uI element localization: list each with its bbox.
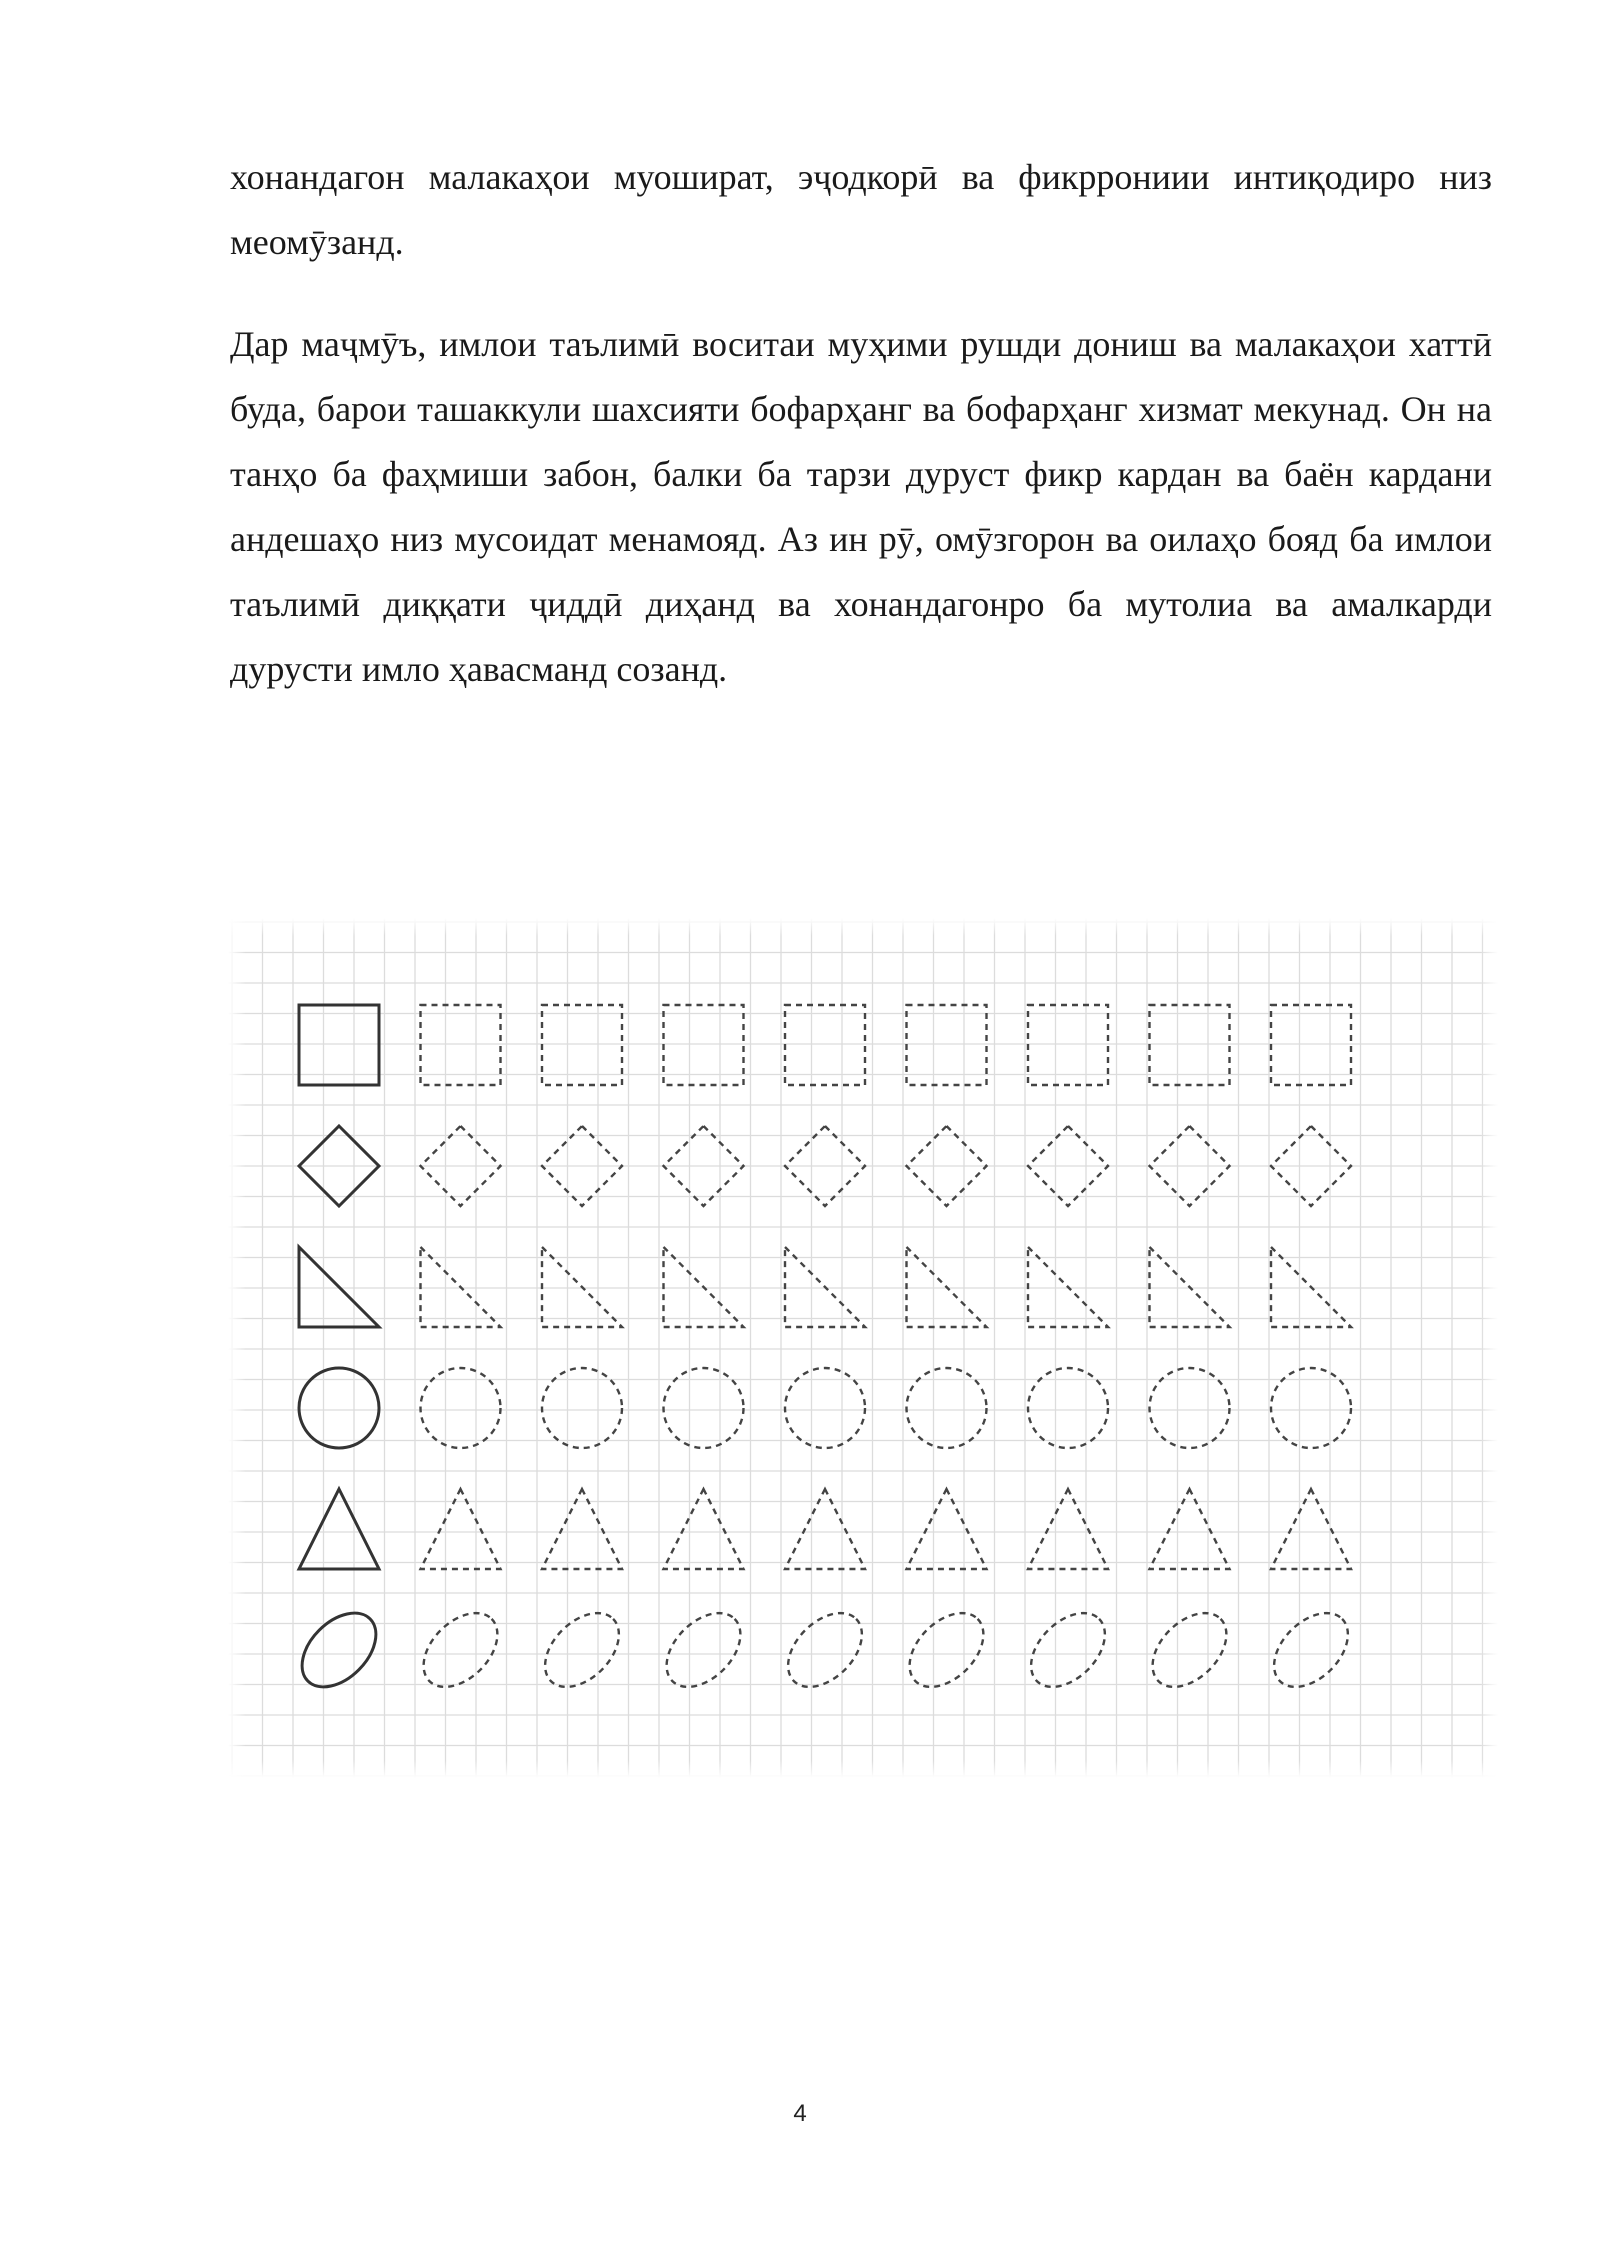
grid-paper <box>228 918 1498 1778</box>
dashed-right-triangle <box>542 1247 622 1327</box>
dashed-square <box>1150 1005 1230 1085</box>
dashed-right-triangle <box>1028 1247 1108 1327</box>
dashed-right-triangle <box>421 1247 501 1327</box>
model-square <box>299 1005 379 1085</box>
dashed-square <box>1271 1005 1351 1085</box>
paragraph-2: Дар маҷмӯъ, имлои таълимӣ воситаи муҳими рушди дониш ва малакаҳои хаттӣ буда, барои ташаккули шахсияти бофарҳанг ва бофарҳанг хизмат мекунад. Он на танҳо ба фаҳмиши забон, балки ба тарзи дуруст фикр кардан ва баён кардани андешаҳо низ мусоидат менамояд. Аз ин рӯ, омӯзгорон ва оилаҳо бояд ба имлои таълимӣ диққати ҷиддӣ диҳанд ва хонандагонро ба мутолиа ва амалкарди дурусти имло ҳавасманд созанд. <box>230 324 1492 689</box>
dashed-ellipse <box>1260 1599 1362 1701</box>
dashed-ellipse <box>896 1599 998 1701</box>
dashed-square <box>542 1005 622 1085</box>
dashed-right-triangle <box>664 1247 744 1327</box>
paragraph-1: хонандагон малакаҳои муошират, эҷодкорӣ ва фикррониии интиқодиро низ меомӯзанд. <box>230 157 1492 262</box>
dashed-right-triangle <box>1150 1247 1230 1327</box>
worksheet-image <box>228 918 1498 1778</box>
dashed-right-triangle <box>785 1247 865 1327</box>
dashed-ellipse <box>774 1599 876 1701</box>
dashed-ellipse <box>1139 1599 1241 1701</box>
row-right-triangle <box>299 1247 1351 1327</box>
model-ellipse <box>288 1599 390 1701</box>
dashed-square <box>785 1005 865 1085</box>
dashed-right-triangle <box>907 1247 987 1327</box>
row-square <box>299 1005 1351 1085</box>
page-number: 4 <box>793 2100 807 2127</box>
shape-tracing-worksheet <box>228 918 1498 1778</box>
row-ellipse <box>288 1599 1362 1701</box>
dashed-square <box>1028 1005 1108 1085</box>
dashed-square <box>421 1005 501 1085</box>
model-right-triangle <box>299 1247 379 1327</box>
dashed-ellipse <box>653 1599 755 1701</box>
dashed-square <box>907 1005 987 1085</box>
dashed-square <box>664 1005 744 1085</box>
dashed-ellipse <box>410 1599 512 1701</box>
dashed-right-triangle <box>1271 1247 1351 1327</box>
dashed-ellipse <box>1017 1599 1119 1701</box>
dashed-ellipse <box>531 1599 633 1701</box>
